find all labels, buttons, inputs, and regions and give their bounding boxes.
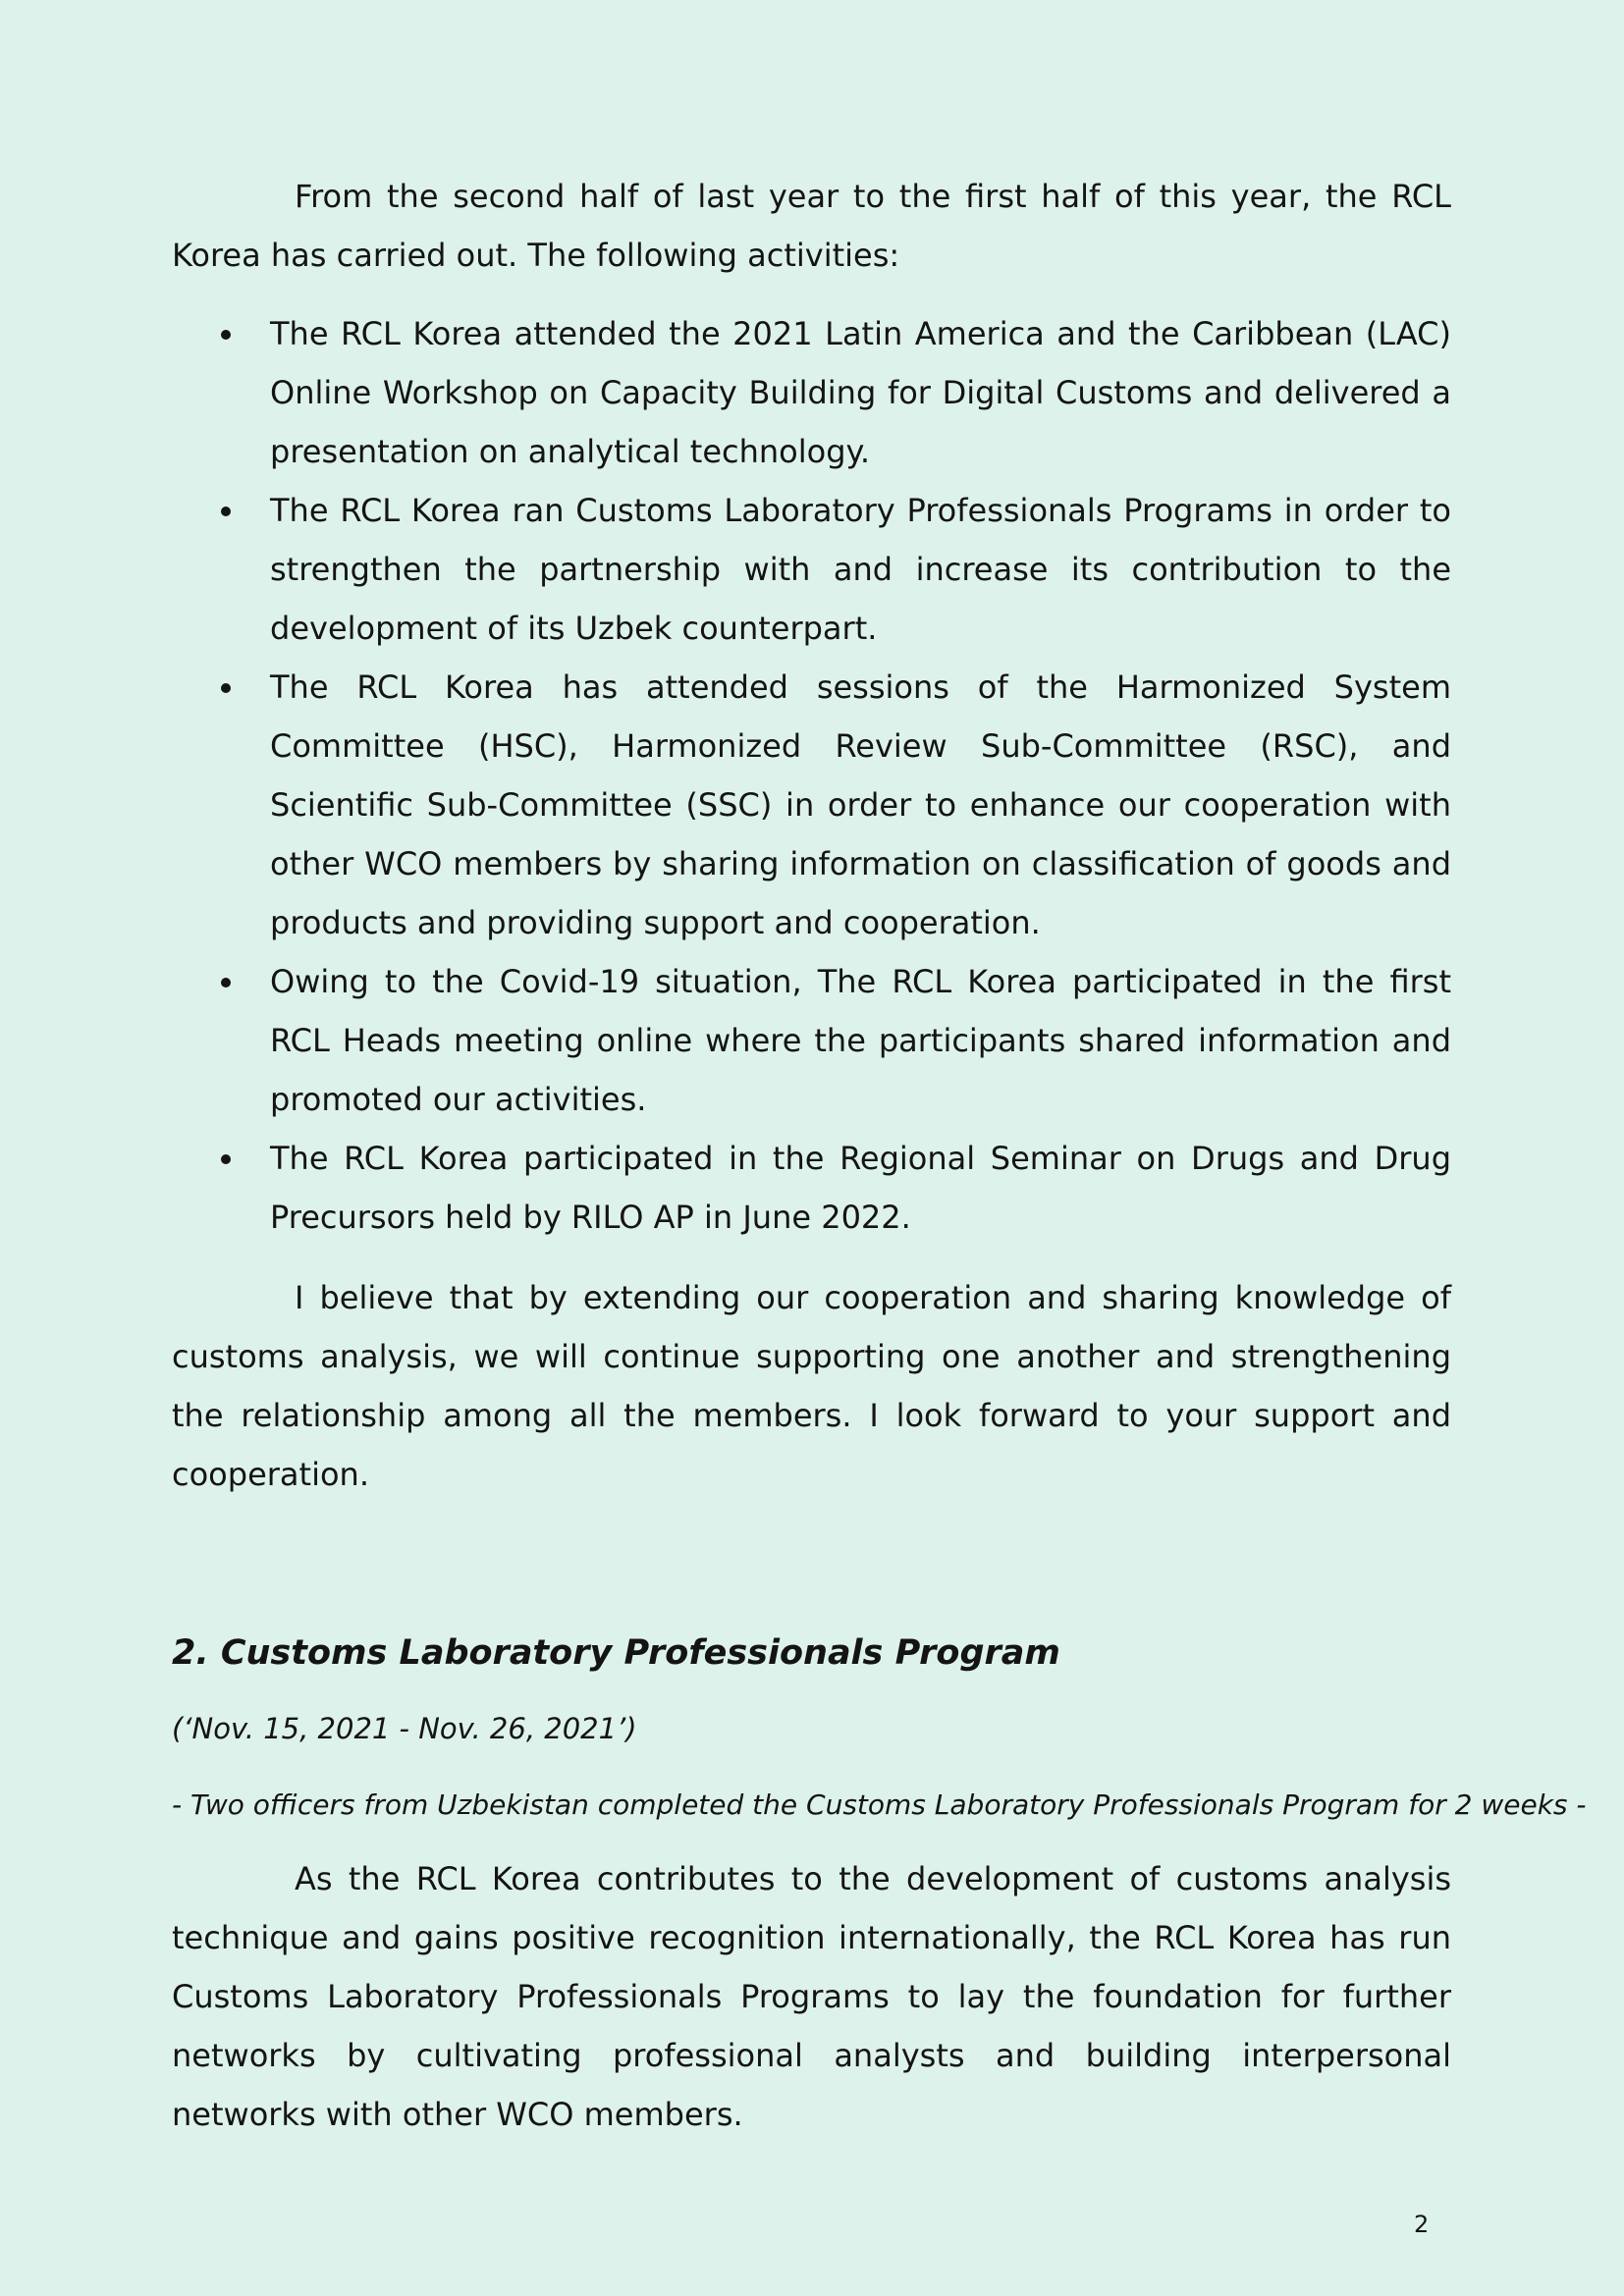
intro-paragraph bbox=[172, 167, 1451, 285]
section-body bbox=[172, 1849, 1451, 2144]
bullet-icon bbox=[221, 978, 231, 988]
closing-paragraph bbox=[172, 1268, 1451, 1504]
closing-text: I believe that by extending our cooperation and sharing knowledge of customs analysis, we will continue supporting one another and strengthening the relationship among all the members. I look forward to your support and cooperation. bbox=[172, 1279, 1451, 1493]
page-number: 2 bbox=[1414, 2211, 1430, 2238]
intro-text: From the second half of last year to the first half of this year, the RCL Korea has carried out. The following activities: bbox=[172, 178, 1451, 274]
list-item-text: Owing to the Covid-19 situation, The RCL Korea participated in the first RCL Heads meeting online where the participants shared information and promoted our activities. bbox=[270, 963, 1451, 1118]
list-item-text: The RCL Korea has attended sessions of the Harmonized System Committee (HSC), Harmonized Review Sub-Committee (RSC), and Scientific Sub-Committee (SSC) in order to enhance our cooperation with other WCO members by sharing information on classification of goods and products and providing support and cooperation. bbox=[270, 668, 1451, 941]
bullet-icon bbox=[221, 330, 231, 340]
list-item bbox=[172, 1129, 1451, 1247]
activities-list bbox=[172, 304, 1451, 1247]
program-dates: (‘Nov. 15, 2021 - Nov. 26, 2021’) bbox=[172, 1712, 637, 1745]
list-item bbox=[172, 304, 1451, 481]
list-item-text: The RCL Korea ran Customs Laboratory Professionals Programs in order to strengthen the partnership with and increase its contribution to the development of its Uzbek counterpart. bbox=[270, 492, 1451, 647]
bullet-icon bbox=[221, 1154, 231, 1164]
section-heading: 2. Customs Laboratory Professionals Program bbox=[172, 1633, 1060, 1673]
bullet-icon bbox=[221, 683, 231, 693]
list-item bbox=[172, 952, 1451, 1129]
list-item bbox=[172, 481, 1451, 658]
section-subtitle: - Two officers from Uzbekistan completed the Customs Laboratory Professionals Program for 2 weeks - bbox=[172, 1789, 1587, 1821]
document-page bbox=[172, 167, 1587, 2144]
list-item bbox=[172, 658, 1451, 952]
list-item-text: The RCL Korea participated in the Regional Seminar on Drugs and Drug Precursors held by RILO AP in June 2022. bbox=[270, 1140, 1451, 1236]
section-body-text: As the RCL Korea contributes to the development of customs analysis technique and gains positive recognition internationally, the RCL Korea has run Customs Laboratory Professionals Programs to lay the foundation for further networks by cultivating professional analysts and building interpersonal networks with other WCO members. bbox=[172, 1860, 1451, 2133]
bullet-icon bbox=[221, 507, 231, 516]
list-item-text: The RCL Korea attended the 2021 Latin America and the Caribbean (LAC) Online Workshop on Capacity Building for Digital Customs and delivered a presentation on analytical technology. bbox=[270, 315, 1451, 470]
